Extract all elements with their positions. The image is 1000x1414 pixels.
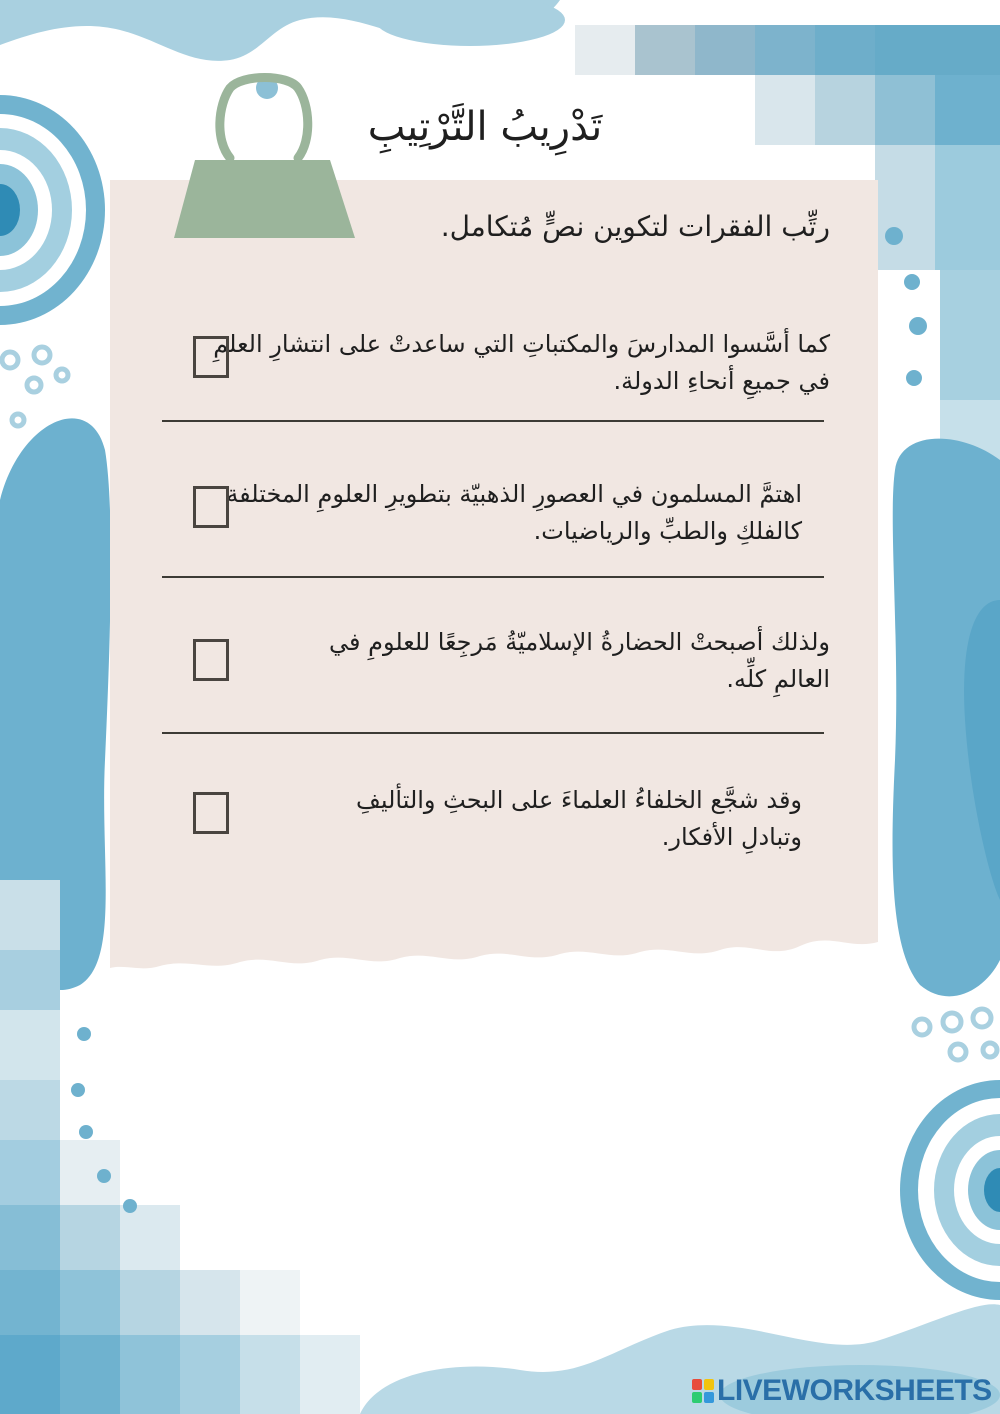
item-text: اهتمَّ المسلمون في العصورِ الذهبيّة بتطويرِ العلومِ المختلفة كالفلكِ والطبِّ والرياضيات.: [226, 480, 802, 545]
divider-line: [162, 576, 824, 578]
divider-line: [162, 420, 824, 422]
divider-line: [162, 732, 824, 734]
liveworksheets-mark-icon: [692, 1379, 714, 1403]
ordering-item: [160, 624, 830, 724]
order-checkbox[interactable]: [193, 486, 229, 528]
brand-name: LIVEWORKSHEETS: [717, 1374, 992, 1407]
item-text: وقد شجَّع الخلفاءُ العلماءَ على البحثِ والتأليفِ وتبادلِ الأفكار.: [355, 786, 802, 851]
item-text: ولذلك أصبحتْ الحضارةُ الإسلاميّةُ مَرجِعًا للعلومِ في العالمِ كلِّه.: [328, 628, 830, 693]
instruction-text: رتِّب الفقرات لتكوين نصٍّ مُتكامل.: [440, 210, 830, 243]
order-checkbox[interactable]: [193, 639, 229, 681]
dots-left: [2, 347, 68, 426]
liveworksheets-logo: [692, 1374, 992, 1408]
ordering-item: [160, 782, 830, 882]
item-text: كما أسَّسوا المدارسَ والمكتباتِ التي ساعدتْ على انتشارِ العلمِ في جميعِ أنحاءِ الدولة.: [213, 330, 830, 395]
mandala-right: [900, 1080, 1000, 1300]
ordering-item: [160, 326, 830, 426]
mandala-left: [0, 95, 105, 325]
ordering-item: [160, 476, 830, 576]
worksheet-title: تَدْرِيبُ التَّرْتِيبِ: [367, 104, 603, 150]
order-checkbox[interactable]: [193, 336, 229, 378]
order-checkbox[interactable]: [193, 792, 229, 834]
